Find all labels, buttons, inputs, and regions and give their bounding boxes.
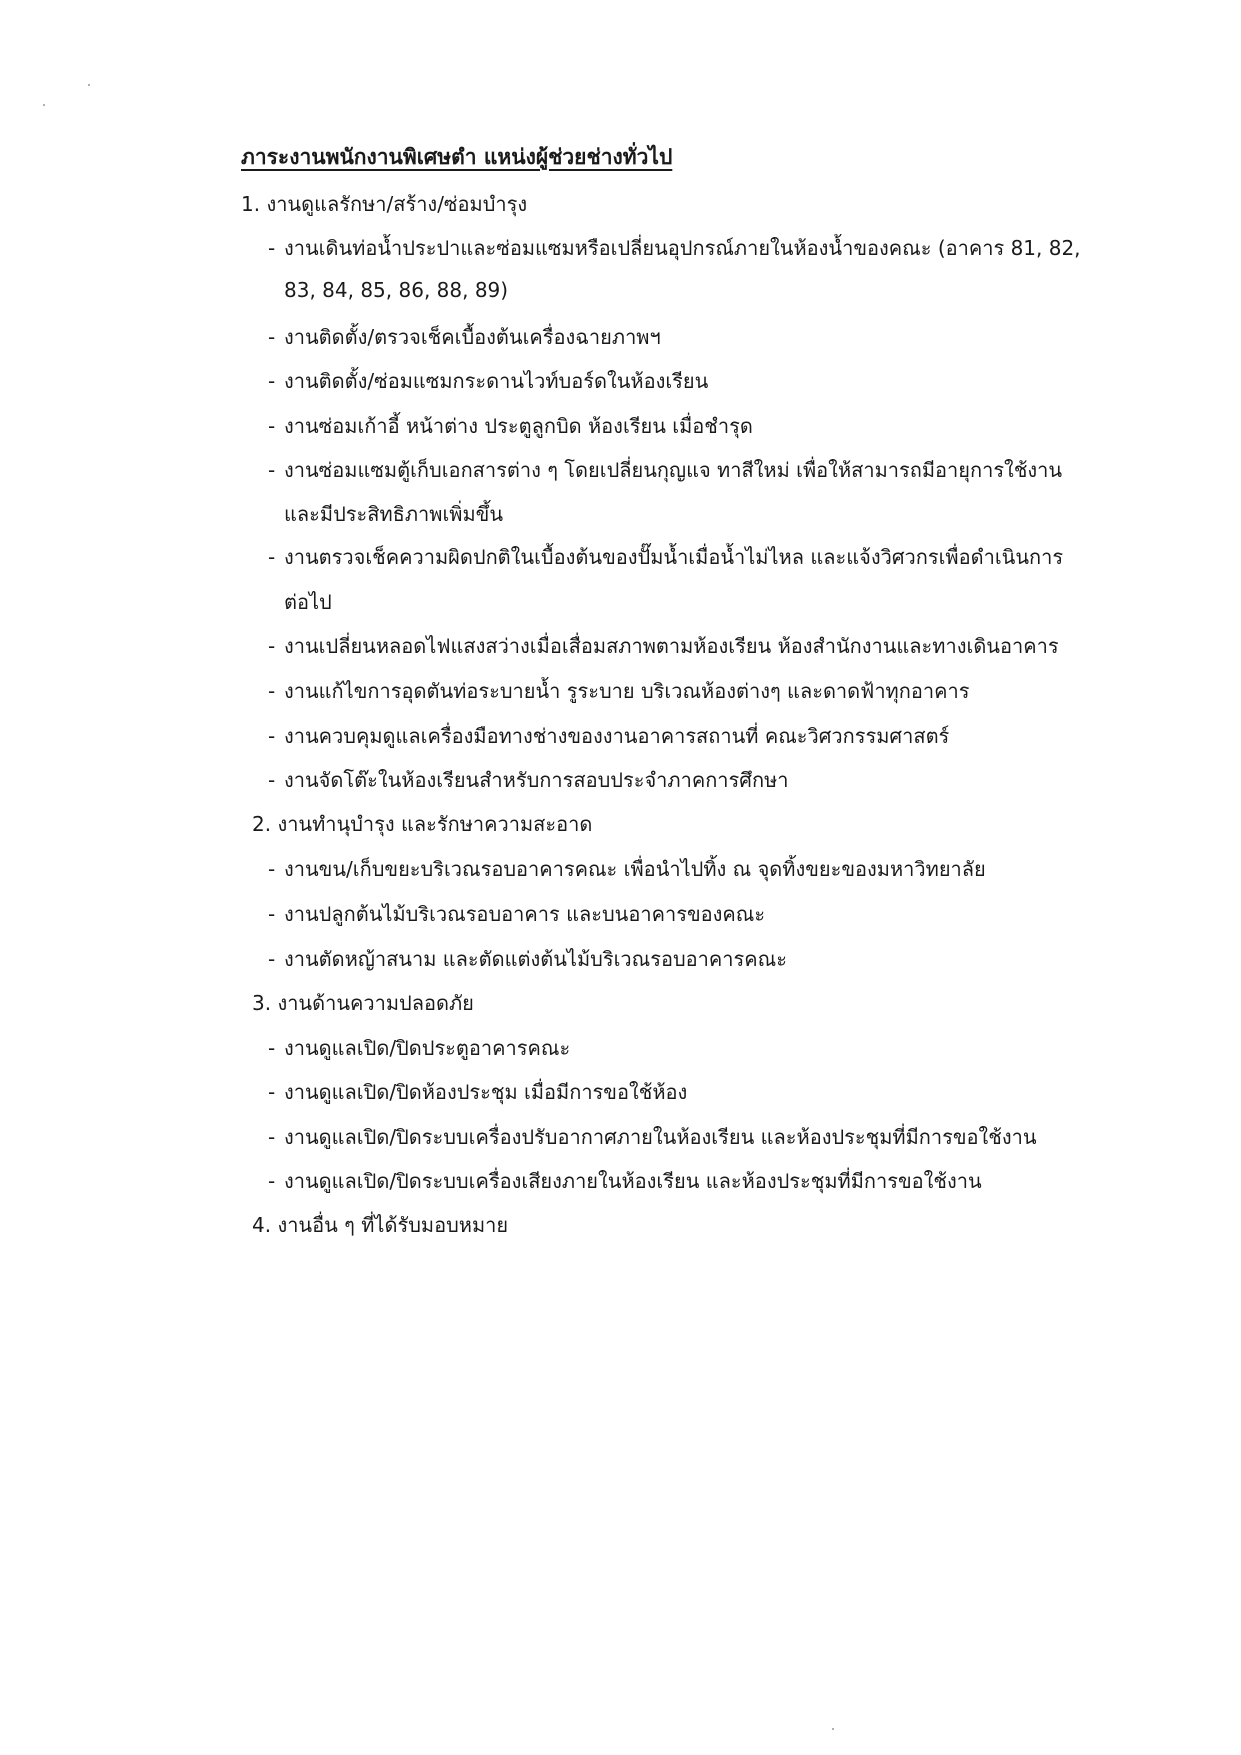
- list-item: - งานตรวจเช็คความผิดปกติในเบื้องต้นของปั๊มน้ำเมื่อน้ำไม่ไหล และแจ้งวิศวกรเพื่อดำเนินการ: [268, 545, 1064, 569]
- list-item: - งานตัดหญ้าสนาม และตัดแต่งต้นไม้บริเวณรอบอาคารคณะ: [268, 947, 787, 971]
- list-item-text: งานติดตั้ง/ตรวจเช็คเบื้องต้นเครื่องฉายภาพฯ: [284, 325, 661, 349]
- list-item-text: งานซ่อมแซมตู้เก็บเอกสารต่าง ๆ โดยเปลี่ยนกุญแจ ทาสีใหม่ เพื่อให้สามารถมีอายุการใช้งาน: [284, 458, 1063, 482]
- list-item-text: งานดูแลเปิด/ปิดประตูอาคารคณะ: [284, 1036, 571, 1060]
- scan-speck: [43, 104, 45, 106]
- list-item: - งานดูแลเปิด/ปิดประตูอาคารคณะ: [268, 1036, 571, 1060]
- section-1-heading: 1. งานดูแลรักษา/สร้าง/ซ่อมบำรุง: [241, 192, 528, 216]
- list-item-continuation: และมีประสิทธิภาพเพิ่มขึ้น: [284, 502, 503, 526]
- list-item-text: งานแก้ไขการอุดตันท่อระบายน้ำ รูระบาย บริเวณห้องต่างๆ และดาดฟ้าทุกอาคาร: [284, 679, 970, 703]
- list-item: - งานปลูกต้นไม้บริเวณรอบอาคาร และบนอาคารของคณะ: [268, 902, 766, 926]
- list-item-text: งานติดตั้ง/ซ่อมแซมกระดานไวท์บอร์ดในห้องเรียน: [284, 369, 709, 393]
- list-item: - งานจัดโต๊ะในห้องเรียนสำหรับการสอบประจำภาคการศึกษา: [268, 768, 789, 792]
- section-3-heading: 3. งานด้านความปลอดภัย: [252, 991, 474, 1015]
- list-item-text: งานซ่อมเก้าอี้ หน้าต่าง ประตูลูกบิด ห้องเรียน เมื่อชำรุด: [284, 414, 753, 438]
- scan-speck: [832, 1728, 834, 1730]
- list-item: - งานดูแลเปิด/ปิดระบบเครื่องปรับอากาศภายในห้องเรียน และห้องประชุมที่มีการขอใช้งาน: [268, 1125, 1037, 1149]
- list-item: - งานแก้ไขการอุดตันท่อระบายน้ำ รูระบาย บริเวณห้องต่างๆ และดาดฟ้าทุกอาคาร: [268, 679, 970, 703]
- list-item-text: งานตรวจเช็คความผิดปกติในเบื้องต้นของปั๊มน้ำเมื่อน้ำไม่ไหล และแจ้งวิศวกรเพื่อดำเนินการ: [284, 545, 1064, 569]
- list-item: - งานซ่อมแซมตู้เก็บเอกสารต่าง ๆ โดยเปลี่ยนกุญแจ ทาสีใหม่ เพื่อให้สามารถมีอายุการใช้งาน: [268, 458, 1063, 482]
- list-item-text: งานจัดโต๊ะในห้องเรียนสำหรับการสอบประจำภาคการศึกษา: [284, 768, 789, 792]
- list-item: - งานเปลี่ยนหลอดไฟแสงสว่างเมื่อเสื่อมสภาพตามห้องเรียน ห้องสำนักงานและทางเดินอาคาร: [268, 634, 1059, 658]
- list-item-text: งานดูแลเปิด/ปิดห้องประชุม เมื่อมีการขอใช้ห้อง: [284, 1080, 688, 1104]
- list-item-text: งานปลูกต้นไม้บริเวณรอบอาคาร และบนอาคารของคณะ: [284, 902, 766, 926]
- list-item: - งานดูแลเปิด/ปิดห้องประชุม เมื่อมีการขอใช้ห้อง: [268, 1080, 688, 1104]
- list-item-text: งานดูแลเปิด/ปิดระบบเครื่องปรับอากาศภายในห้องเรียน และห้องประชุมที่มีการขอใช้งาน: [284, 1125, 1037, 1149]
- list-item-text: งานดูแลเปิด/ปิดระบบเครื่องเสียงภายในห้องเรียน และห้องประชุมที่มีการขอใช้งาน: [284, 1169, 982, 1193]
- list-item-text: งานควบคุมดูแลเครื่องมือทางช่างของงานอาคารสถานที่ คณะวิศวกรรมศาสตร์: [284, 724, 950, 748]
- list-item-text: งานเดินท่อน้ำประปาและซ่อมแซมหรือเปลี่ยนอุปกรณ์ภายในห้องน้ำของคณะ (อาคาร 81, 82,: [284, 236, 1081, 260]
- scan-speck: [88, 84, 90, 86]
- list-item: - งานขน/เก็บขยะบริเวณรอบอาคารคณะ เพื่อนำไปทิ้ง ณ จุดทิ้งขยะของมหาวิทยาลัย: [268, 857, 986, 881]
- list-item: - งานซ่อมเก้าอี้ หน้าต่าง ประตูลูกบิด ห้องเรียน เมื่อชำรุด: [268, 414, 753, 438]
- list-item-continuation: 83, 84, 85, 86, 88, 89): [284, 278, 509, 302]
- list-item: - งานเดินท่อน้ำประปาและซ่อมแซมหรือเปลี่ยนอุปกรณ์ภายในห้องน้ำของคณะ (อาคาร 81, 82,: [268, 236, 1081, 260]
- document-title: ภาระงานพนักงานพิเศษตำ แหน่งผู้ช่วยช่างทั่วไป: [241, 145, 673, 169]
- list-item-text: งานตัดหญ้าสนาม และตัดแต่งต้นไม้บริเวณรอบอาคารคณะ: [284, 947, 787, 971]
- list-item: - งานติดตั้ง/ซ่อมแซมกระดานไวท์บอร์ดในห้องเรียน: [268, 369, 709, 393]
- list-item-text: งานเปลี่ยนหลอดไฟแสงสว่างเมื่อเสื่อมสภาพตามห้องเรียน ห้องสำนักงานและทางเดินอาคาร: [284, 634, 1059, 658]
- section-4-heading: 4. งานอื่น ๆ ที่ได้รับมอบหมาย: [252, 1213, 509, 1237]
- list-item-text: งานขน/เก็บขยะบริเวณรอบอาคารคณะ เพื่อนำไปทิ้ง ณ จุดทิ้งขยะของมหาวิทยาลัย: [284, 857, 986, 881]
- list-item: - งานควบคุมดูแลเครื่องมือทางช่างของงานอาคารสถานที่ คณะวิศวกรรมศาสตร์: [268, 724, 950, 748]
- list-item: - งานดูแลเปิด/ปิดระบบเครื่องเสียงภายในห้องเรียน และห้องประชุมที่มีการขอใช้งาน: [268, 1169, 982, 1193]
- section-2-heading: 2. งานทำนุบำรุง และรักษาความสะอาด: [252, 812, 593, 836]
- list-item: - งานติดตั้ง/ตรวจเช็คเบื้องต้นเครื่องฉายภาพฯ: [268, 325, 661, 349]
- list-item-continuation: ต่อไป: [284, 590, 332, 614]
